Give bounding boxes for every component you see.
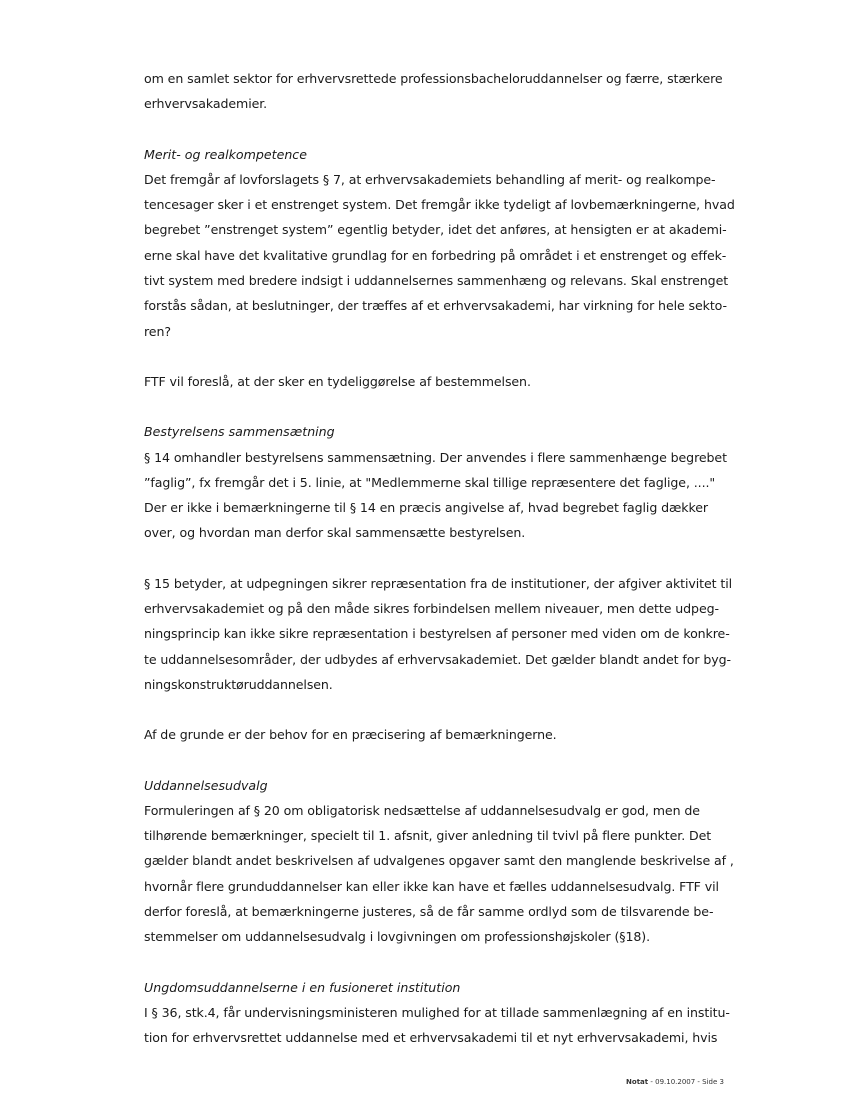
page-footer: [626, 1078, 724, 1086]
board-conclusion: [144, 722, 744, 747]
text-line: te uddannelsesområder, der udbydes af erhvervsakademiet. Det gælder blandt andet for byg-: [144, 651, 731, 667]
text-line: gælder blandt andet beskrivelsen af udvalgenes opgaver samt den manglende beskrivelse af ,: [144, 853, 734, 869]
text-line: erhvervsakademiet og på den måde sikres forbindelsen mellem niveauer, men dette udpeg-: [144, 601, 719, 617]
youth-section: [144, 975, 744, 1051]
board-section: [144, 419, 744, 545]
text-line: Formuleringen af § 20 om obligatorisk nedsættelse af uddannelsesudvalg er god, men de: [144, 802, 700, 818]
text-line: § 15 betyder, at udpegningen sikrer repræsentation fra de institutioner, der afgiver aktivitet til: [144, 575, 733, 591]
text-line: FTF vil foreslå, at der sker en tydeliggørelse af bestemmelsen.: [144, 373, 531, 389]
merit-recommendation: [144, 369, 744, 394]
section-heading: Ungdomsuddannelserne i en fusioneret institution: [144, 979, 461, 995]
text-line: Det fremgår af lovforslagets § 7, at erhvervsakademiets behandling af merit- og realkompe-: [144, 171, 716, 187]
committee-section: [144, 773, 744, 950]
text-line: derfor foreslå, at bemærkningerne justeres, så de får samme ordlyd som de tilsvarende be-: [144, 904, 714, 920]
paragraph-15: [144, 571, 744, 697]
footer-doc-type: Notat: [626, 1078, 649, 1086]
text-line: ningsprincip kan ikke sikre repræsentation i bestyrelsen af personer med viden om de konkre-: [144, 626, 730, 642]
text-line: I § 36, stk.4, får undervisningsministeren mulighed for at tillade sammenlægning af en institu-: [144, 1004, 730, 1020]
text-line: erhvervsakademier.: [144, 96, 268, 112]
section-heading: Uddannelsesudvalg: [144, 777, 268, 793]
text-line: tencesager sker i et enstrenget system. Det fremgår ikke tydeligt af lovbemærkningerne, hvad: [144, 197, 735, 213]
text-line: hvornår flere grunduddannelser kan eller ikke kan have et fælles uddannelsesudvalg. FTF vil: [144, 878, 719, 894]
text-line: stemmelser om uddannelsesudvalg i lovgivningen om professionshøjskoler (§18).: [144, 929, 651, 945]
text-line: tivt system med bredere indsigt i uddannelsernes sammenhæng og relevans. Skal enstrenget: [144, 273, 729, 289]
text-line: Der er ikke i bemærkningerne til § 14 en præcis angivelse af, hvad begrebet faglig dækker: [144, 500, 708, 516]
text-line: Af de grunde er der behov for en præcisering af bemærkningerne.: [144, 727, 557, 743]
text-line: begrebet ”enstrenget system” egentlig betyder, idet det anføres, at hensigten er at akademi-: [144, 222, 727, 238]
document-body: [144, 66, 744, 1076]
section-heading: Bestyrelsens sammensætning: [144, 424, 335, 440]
text-line: ren?: [144, 323, 171, 339]
intro-paragraph: [144, 66, 744, 117]
text-line: over, og hvordan man derfor skal sammensætte bestyrelsen.: [144, 525, 526, 541]
text-line: erne skal have det kvalitative grundlag for en forbedring på området i et enstrenget og effek-: [144, 247, 727, 263]
text-line: tion for erhvervsrettet uddannelse med et erhvervsakademi til et nyt erhvervsakademi, hvis: [144, 1030, 718, 1046]
footer-date-page: - 09.10.2007 - Side 3: [648, 1078, 724, 1086]
text-line: forstås sådan, at beslutninger, der træffes af et erhvervsakademi, har virkning for hele sekto-: [144, 298, 727, 314]
merit-section: [144, 142, 744, 344]
text-line: tilhørende bemærkninger, specielt til 1. afsnit, giver anledning til tvivl på flere punkter. Det: [144, 828, 712, 844]
text-line: ”faglig”, fx fremgår det i 5. linie, at "Medlemmerne skal tillige repræsentere det faglige, ....": [144, 474, 716, 490]
text-line: om en samlet sektor for erhvervsrettede professionsbacheloruddannelser og færre, stærkere: [144, 71, 723, 86]
text-line: ningskonstruktøruddannelsen.: [144, 676, 333, 692]
section-heading: Merit- og realkompetence: [144, 146, 307, 162]
text-line: § 14 omhandler bestyrelsens sammensætning. Der anvendes i flere sammenhænge begrebet: [144, 449, 727, 465]
